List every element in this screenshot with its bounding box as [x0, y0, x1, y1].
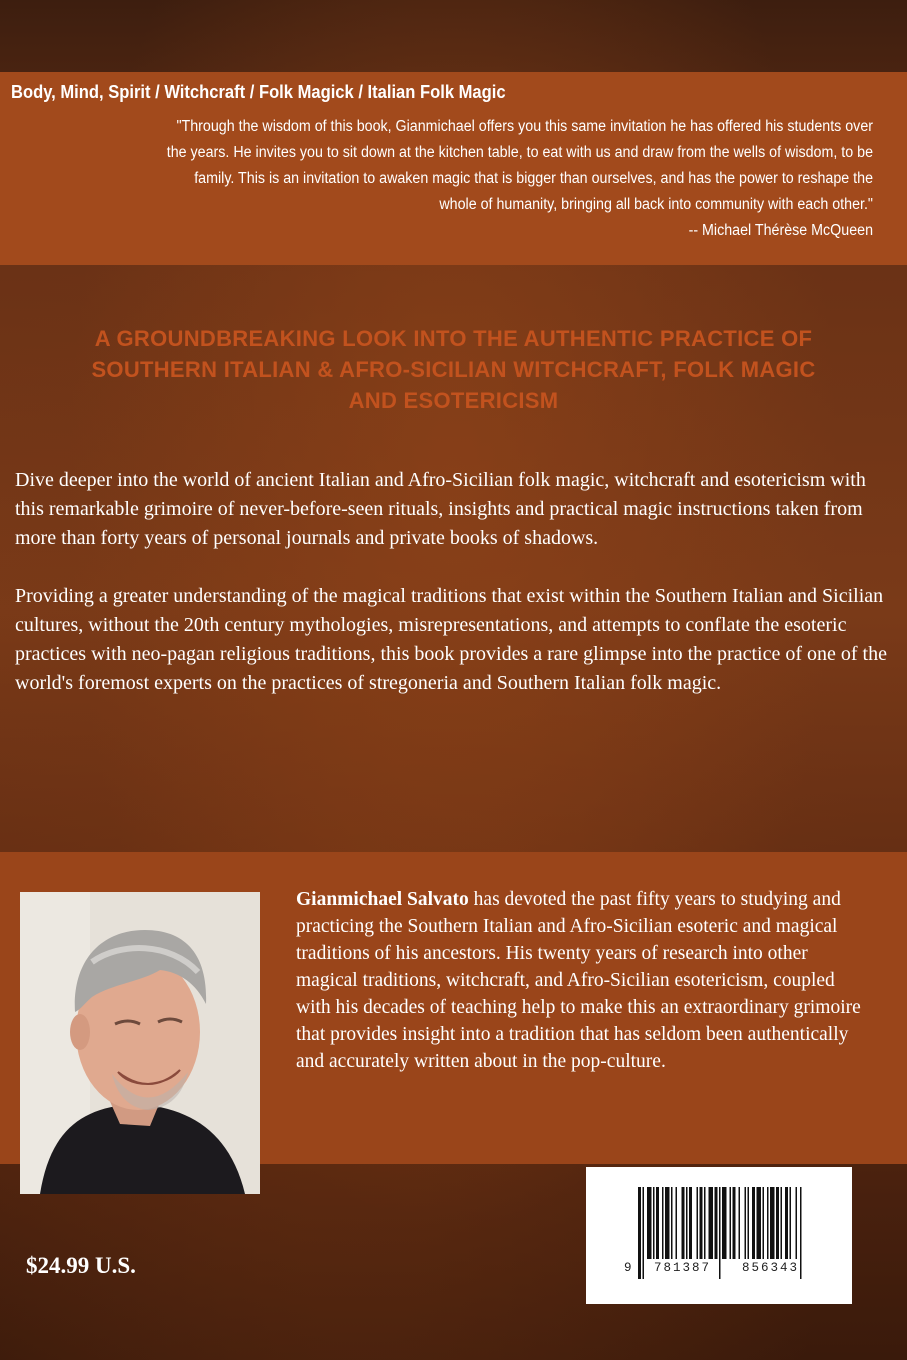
barcode-bar — [689, 1187, 692, 1259]
barcode-bar — [638, 1187, 641, 1279]
headline-line: SOUTHERN ITALIAN & AFRO-SICILIAN WITCHCRAFT, FOLK MAGIC — [91, 357, 816, 382]
barcode-bar — [676, 1187, 678, 1259]
barcode-bar — [700, 1187, 703, 1259]
barcode-bar — [665, 1187, 670, 1259]
quote-attribution: -- Michael Thérèse McQueen — [688, 222, 873, 239]
barcode-bar — [656, 1187, 659, 1259]
quote-line: whole of humanity, bringing all back into community with each other." — [439, 196, 873, 213]
barcode-bar — [739, 1187, 741, 1259]
author-bio — [296, 886, 871, 1075]
barcode-bar — [643, 1187, 645, 1279]
barcode-group: 856343 — [742, 1261, 800, 1275]
barcode-bar — [770, 1187, 775, 1259]
author-name: Gianmichael Salvato — [296, 889, 469, 910]
author-photo — [20, 892, 260, 1194]
barcode-bar — [776, 1187, 779, 1259]
barcode-bar — [763, 1187, 765, 1259]
quote-line: the years. He invites you to sit down at the kitchen table, to eat with us and draw from the wells of wisdom, to be — [166, 144, 874, 161]
category-line: Body, Mind, Spirit / Witchcraft / Folk Magick / Italian Folk Magic — [11, 82, 506, 102]
barcode-bar — [704, 1187, 706, 1259]
barcode-bar — [671, 1187, 673, 1259]
description-paragraph: Providing a greater understanding of the magical traditions that exist within the Southern Italian and Sicilian cultures, without the 20th century mythologies, misrepresentations, and attempts to conflate the esoteric practices with neo-pagan religious traditions, this book provides a rare glimpse into the practice of one of the world's foremost experts on the practices of stregoneria and Southern Italian folk magic. — [15, 585, 887, 694]
barcode-bar — [757, 1187, 762, 1259]
book-description — [15, 466, 895, 727]
top-band — [0, 72, 907, 265]
description-paragraph: Dive deeper into the world of ancient Italian and Afro-Sicilian folk magic, witchcraft and esotericism with this remarkable grimoire of never-before-seen rituals, insights and practical magic instructions taken from more than forty years of personal journals and private books of shadows. — [15, 469, 866, 549]
barcode-bar — [686, 1187, 688, 1259]
barcode-bars — [586, 1167, 852, 1304]
barcode-bar — [745, 1187, 747, 1259]
bio-text: has devoted the past fifty years to studying and practicing the Southern Italian and Afro-Sicilian esoteric and magical traditions of his ancestors. His twenty years of research into other magical traditions, witchcraft, and Afro-Sicilian esotericism, coupled with his decades of teaching help to make this an extraordinary grimoire that provides insight into a tradition that has seldom been authentically and accurately written about in the pop-culture. — [296, 889, 861, 1072]
barcode-bar — [790, 1187, 792, 1259]
barcode-bar — [709, 1187, 714, 1259]
headline-line: A GROUNDBREAKING LOOK INTO THE AUTHENTIC PRACTICE OF — [94, 326, 813, 351]
barcode-bar — [715, 1187, 718, 1259]
barcode — [586, 1167, 852, 1304]
barcode-bar — [682, 1187, 685, 1259]
barcode-bar — [722, 1187, 727, 1259]
barcode-bar — [653, 1187, 655, 1259]
quote-line: family. This is an invitation to awaken magic that is bigger than ourselves, and has the power to reshape the — [194, 170, 873, 187]
barcode-bar — [719, 1187, 721, 1279]
barcode-bar — [748, 1187, 750, 1259]
barcode-bar — [733, 1187, 736, 1259]
quote-line: "Through the wisdom of this book, Gianmichael offers you this same invitation he has offered his students over — [176, 118, 874, 135]
barcode-bar — [730, 1187, 732, 1259]
barcode-bar — [781, 1187, 783, 1259]
barcode-bar — [752, 1187, 755, 1259]
endorsement-quote — [11, 114, 873, 218]
headline-line: AND ESOTERICISM — [348, 388, 559, 413]
author-portrait-illustration — [20, 892, 260, 1194]
barcode-bar — [785, 1187, 788, 1259]
barcode-bar — [697, 1187, 699, 1259]
barcode-bar — [800, 1187, 802, 1279]
barcode-bar — [662, 1187, 664, 1259]
barcode-group: 781387 — [654, 1261, 712, 1275]
barcode-prefix: 9 — [624, 1261, 632, 1275]
barcode-bar — [647, 1187, 652, 1259]
price: $24.99 U.S. — [26, 1253, 136, 1278]
barcode-bar — [767, 1187, 769, 1259]
barcode-bar — [796, 1187, 798, 1259]
headline — [0, 323, 907, 416]
